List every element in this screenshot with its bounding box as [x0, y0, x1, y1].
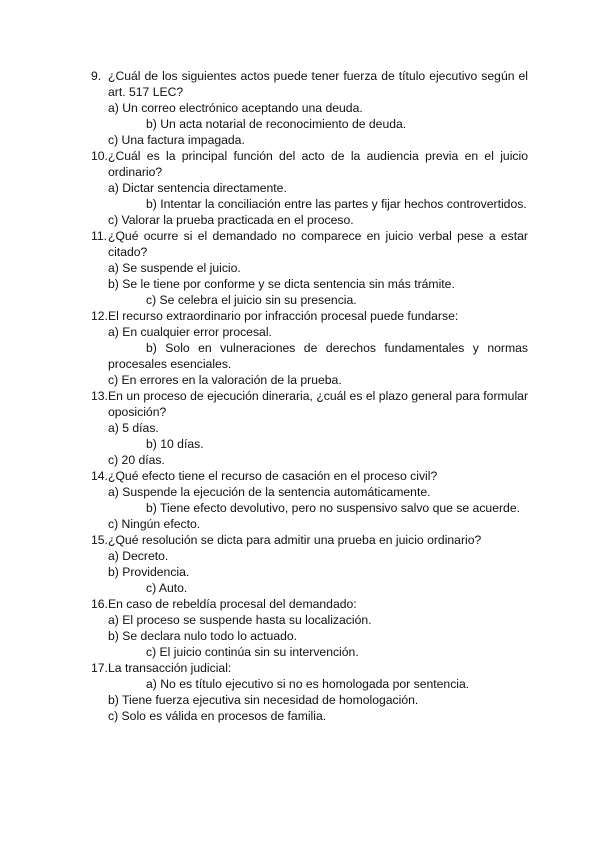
- answer-option: a) Se suspende el juicio.: [108, 261, 241, 275]
- answer-option: b) Un acta notarial de reconocimiento de deuda.: [146, 117, 407, 131]
- question-number: 16.: [91, 597, 108, 611]
- question-number: 13.: [91, 389, 108, 403]
- answer-option: a) No es título ejecutivo si no es homologada por sentencia.: [146, 677, 470, 691]
- question-number: 9.: [91, 69, 102, 83]
- question-item: [0, 532, 600, 596]
- question-number: 15.: [91, 533, 108, 547]
- answer-option: b) Tiene efecto devolutivo, pero no suspensivo salvo que se acuerde.: [146, 501, 520, 515]
- question-item: [0, 308, 600, 388]
- answer-option: c) Ningún efecto.: [108, 517, 201, 531]
- question-text: En caso de rebeldía procesal del demandado:: [108, 597, 357, 611]
- question-item: [0, 148, 600, 228]
- answer-option: c) 20 días.: [108, 453, 165, 467]
- question-item: [0, 228, 600, 308]
- answer-option: b) Se le tiene por conforme y se dicta sentencia sin más trámite.: [108, 277, 455, 291]
- question-number: 11.: [91, 229, 108, 243]
- answer-option: b) Solo en vulneraciones de derechos fundamentales y normas procesales esenciales.: [108, 341, 528, 371]
- question-item: [0, 388, 600, 468]
- document-page: [0, 68, 600, 724]
- question-item: [0, 660, 600, 724]
- question-text: El recurso extraordinario por infracción procesal puede fundarse:: [108, 309, 459, 323]
- answer-option: c) Auto.: [146, 581, 188, 595]
- question-text: ¿Qué ocurre si el demandado no comparece en juicio verbal pese a estar citado?: [108, 229, 528, 259]
- question-text: En un proceso de ejecución dineraria, ¿cuál es el plazo general para formular oposición?: [108, 389, 528, 419]
- answer-option: b) Intentar la conciliación entre las partes y fijar hechos controvertidos.: [146, 197, 527, 211]
- answer-option: c) Valorar la prueba practicada en el proceso.: [108, 213, 354, 227]
- answer-option: c) Se celebra el juicio sin su presencia.: [146, 293, 357, 307]
- question-item: [0, 468, 600, 532]
- answer-option: c) En errores en la valoración de la prueba.: [108, 373, 342, 387]
- answer-option: b) Se declara nulo todo lo actuado.: [108, 629, 298, 643]
- question-number: 12.: [91, 309, 108, 323]
- answer-option: a) Decreto.: [108, 549, 169, 563]
- question-text: ¿Qué resolución se dicta para admitir una prueba en juicio ordinario?: [108, 533, 482, 547]
- answer-option: a) 5 días.: [108, 421, 159, 435]
- answer-option: b) 10 días.: [146, 437, 204, 451]
- answer-option: a) El proceso se suspende hasta su localización.: [108, 613, 372, 627]
- question-text: ¿Cuál de los siguientes actos puede tener fuerza de título ejecutivo según el art. 517 LEC?: [108, 69, 528, 99]
- question-text: ¿Cuál es la principal función del acto de la audiencia previa en el juicio ordinario?: [108, 149, 528, 179]
- answer-option: b) Tiene fuerza ejecutiva sin necesidad de homologación.: [108, 693, 419, 707]
- answer-option: a) Suspende la ejecución de la sentencia automáticamente.: [108, 485, 431, 499]
- answer-option: c) Solo es válida en procesos de familia.: [108, 709, 327, 723]
- question-number: 14.: [91, 469, 108, 483]
- question-text: ¿Qué efecto tiene el recurso de casación en el proceso civil?: [108, 469, 438, 483]
- question-item: [0, 68, 600, 148]
- answer-option: c) Una factura impagada.: [108, 133, 245, 147]
- answer-option: b) Providencia.: [108, 565, 190, 579]
- question-text: La transacción judicial:: [108, 661, 232, 675]
- answer-option: a) Dictar sentencia directamente.: [108, 181, 287, 195]
- answer-option: a) En cualquier error procesal.: [108, 325, 272, 339]
- question-number: 17.: [91, 661, 108, 675]
- question-item: [0, 596, 600, 660]
- answer-option: c) El juicio continúa sin su intervención.: [146, 645, 359, 659]
- question-number: 10.: [91, 149, 108, 163]
- answer-option: a) Un correo electrónico aceptando una deuda.: [108, 101, 363, 115]
